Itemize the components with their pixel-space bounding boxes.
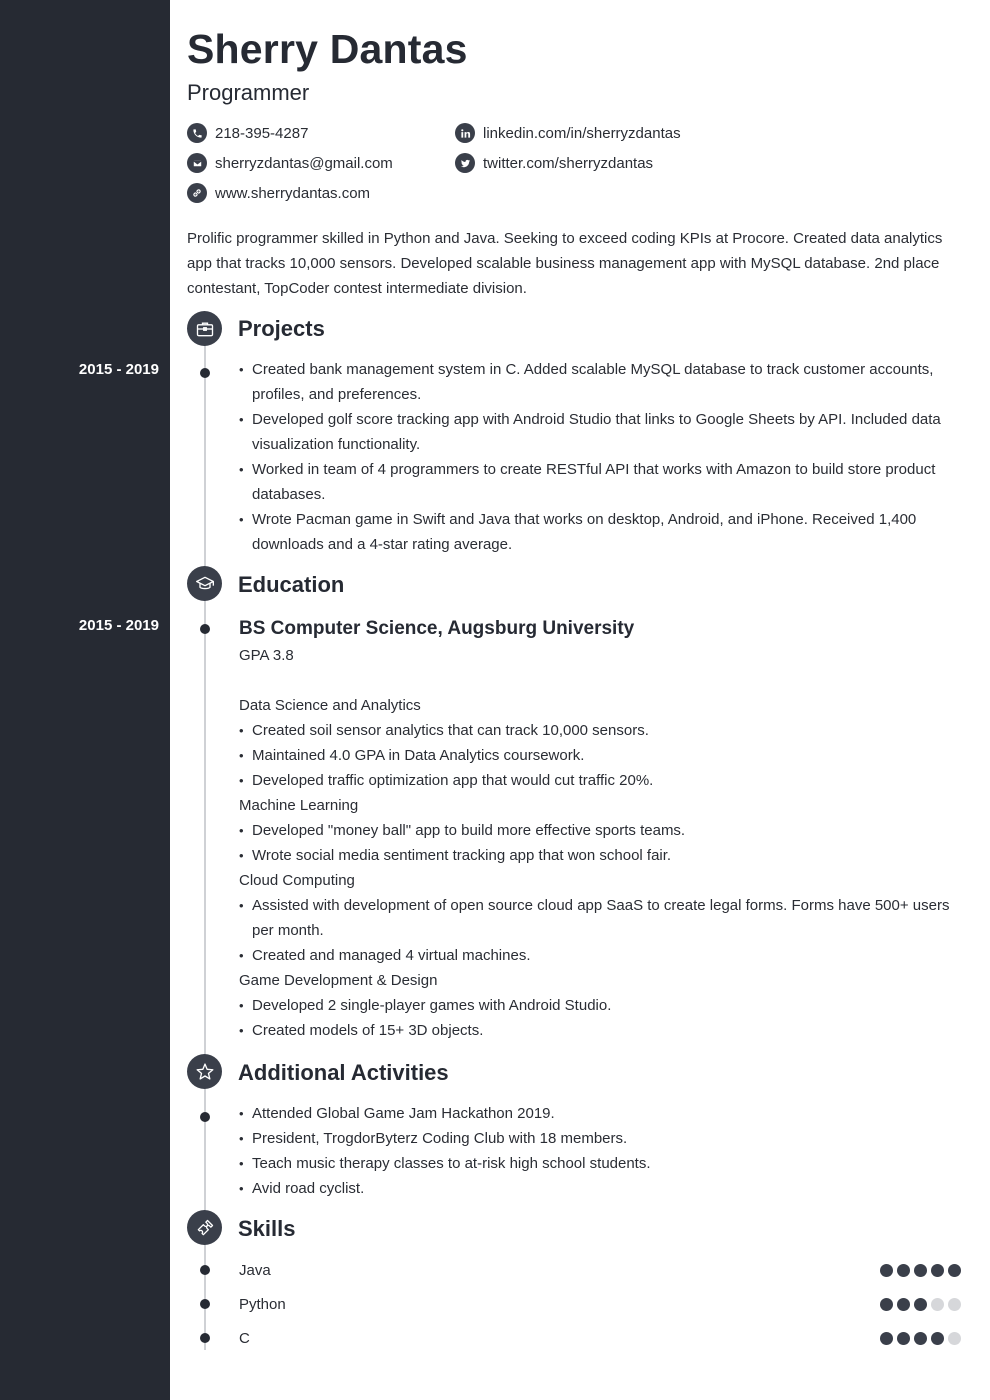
- timeline-dot: [200, 1265, 210, 1275]
- list-item: • Developed 2 single-player games with Android Studio.: [239, 993, 959, 1018]
- list-item: • Worked in team of 4 programmers to create RESTful API that works with Amazon to build store product databases.: [239, 457, 959, 507]
- contact-website: www.sherrydantas.com: [187, 183, 370, 203]
- list-item: • Attended Global Game Jam Hackathon 2019.: [239, 1101, 959, 1126]
- candidate-name: Sherry Dantas: [187, 26, 468, 72]
- course-list: [239, 893, 959, 968]
- projects-list: [239, 357, 959, 557]
- rating-dot-filled: [897, 1264, 910, 1277]
- skill-row: [239, 1260, 961, 1280]
- job-title: Programmer: [187, 80, 310, 105]
- degree-title: BS Computer Science, Augsburg University: [239, 618, 635, 639]
- list-item: • Created soil sensor analytics that can track 10,000 sensors.: [239, 718, 959, 743]
- twitter-icon: [455, 153, 475, 173]
- projects-heading: Projects: [238, 316, 325, 341]
- skill-rating: [880, 1332, 961, 1345]
- star-icon: [187, 1054, 222, 1089]
- activities-list: [239, 1101, 959, 1201]
- list-item: • Created models of 15+ 3D objects.: [239, 1018, 959, 1043]
- projects-date: 2015 - 2019: [78, 361, 159, 378]
- list-item: • Wrote social media sentiment tracking app that won school fair.: [239, 843, 959, 868]
- list-item: • Created and managed 4 virtual machines.: [239, 943, 959, 968]
- timeline-dot: [200, 1333, 210, 1343]
- rating-dot-filled: [897, 1332, 910, 1345]
- contact-phone: 218-395-4287: [187, 123, 308, 143]
- timeline-dot: [200, 368, 210, 378]
- rating-dot-filled: [914, 1264, 927, 1277]
- list-item: • Maintained 4.0 GPA in Data Analytics coursework.: [239, 743, 959, 768]
- course-group-heading: Game Development & Design: [239, 972, 438, 989]
- contact-email: sherryzdantas@gmail.com: [187, 153, 393, 173]
- rating-dot-filled: [914, 1298, 927, 1311]
- course-group-heading: Cloud Computing: [239, 872, 355, 889]
- rating-dot-filled: [931, 1332, 944, 1345]
- education-entry: [239, 615, 959, 1043]
- rating-dot-filled: [914, 1332, 927, 1345]
- course-group-heading: Data Science and Analytics: [239, 697, 421, 714]
- contact-linkedin: linkedin.com/in/sherryzdantas: [455, 123, 681, 143]
- rating-dot-filled: [948, 1264, 961, 1277]
- skill-name: Java: [239, 1261, 271, 1279]
- timeline-dot: [200, 1299, 210, 1309]
- course-list: [239, 818, 959, 868]
- puzzle-icon: [187, 1210, 222, 1245]
- education-heading: Education: [238, 572, 345, 597]
- rating-dot-filled: [880, 1332, 893, 1345]
- skill-rating: [880, 1264, 961, 1277]
- rating-dot-filled: [931, 1264, 944, 1277]
- list-item: • Created bank management system in C. Added scalable MySQL database to track customer accounts, profiles, and preferences.: [239, 357, 959, 407]
- list-item: • Assisted with development of open source cloud app SaaS to create legal forms. Forms have 500+ users per month.: [239, 893, 959, 943]
- graduation-cap-icon: [187, 566, 222, 601]
- linkedin-icon: [455, 123, 475, 143]
- list-item: • Teach music therapy classes to at-risk high school students.: [239, 1151, 959, 1176]
- timeline-dot: [200, 1112, 210, 1122]
- list-item: • Wrote Pacman game in Swift and Java that works on desktop, Android, and iPhone. Received 1,400 downloads and a 4-star rating average.: [239, 507, 959, 557]
- rating-dot-filled: [880, 1264, 893, 1277]
- list-item: • Developed golf score tracking app with Android Studio that links to Google Sheets by API. Included data visualization functionality.: [239, 407, 959, 457]
- summary: Prolific programmer skilled in Python and Java. Seeking to exceed coding KPIs at Procore. Created data analytics app that tracks 10,000 sensors. Developed scalable business management app with MySQL database. 2nd place contestant, TopCoder contest intermediate division.: [187, 230, 943, 297]
- phone-icon: [187, 123, 207, 143]
- course-group-heading: Machine Learning: [239, 797, 359, 814]
- skills-heading: Skills: [238, 1216, 296, 1241]
- skill-rating: [880, 1298, 961, 1311]
- list-item: • Developed traffic optimization app that would cut traffic 20%.: [239, 768, 959, 793]
- education-date: 2015 - 2019: [78, 617, 159, 634]
- list-item: • President, TrogdorByterz Coding Club with 18 members.: [239, 1126, 959, 1151]
- course-list: [239, 718, 959, 793]
- envelope-icon: [187, 153, 207, 173]
- link-icon: [187, 183, 207, 203]
- rating-dot-filled: [897, 1298, 910, 1311]
- skill-row: [239, 1294, 961, 1314]
- list-item: • Developed "money ball" app to build more effective sports teams.: [239, 818, 959, 843]
- skill-row: [239, 1328, 961, 1348]
- contact-twitter: twitter.com/sherryzdantas: [455, 153, 653, 173]
- timeline-dot: [200, 624, 210, 634]
- briefcase-icon: [187, 311, 222, 346]
- activities-heading: Additional Activities: [238, 1060, 449, 1085]
- rating-dot-empty: [948, 1298, 961, 1311]
- timeline-line: [204, 330, 206, 1350]
- course-list: [239, 993, 959, 1043]
- rating-dot-filled: [880, 1298, 893, 1311]
- skill-name: Python: [239, 1295, 286, 1313]
- list-item: • Avid road cyclist.: [239, 1176, 959, 1201]
- rating-dot-empty: [948, 1332, 961, 1345]
- skill-name: C: [239, 1329, 250, 1347]
- rating-dot-empty: [931, 1298, 944, 1311]
- sidebar: [0, 0, 170, 1400]
- gpa: GPA 3.8: [239, 647, 294, 664]
